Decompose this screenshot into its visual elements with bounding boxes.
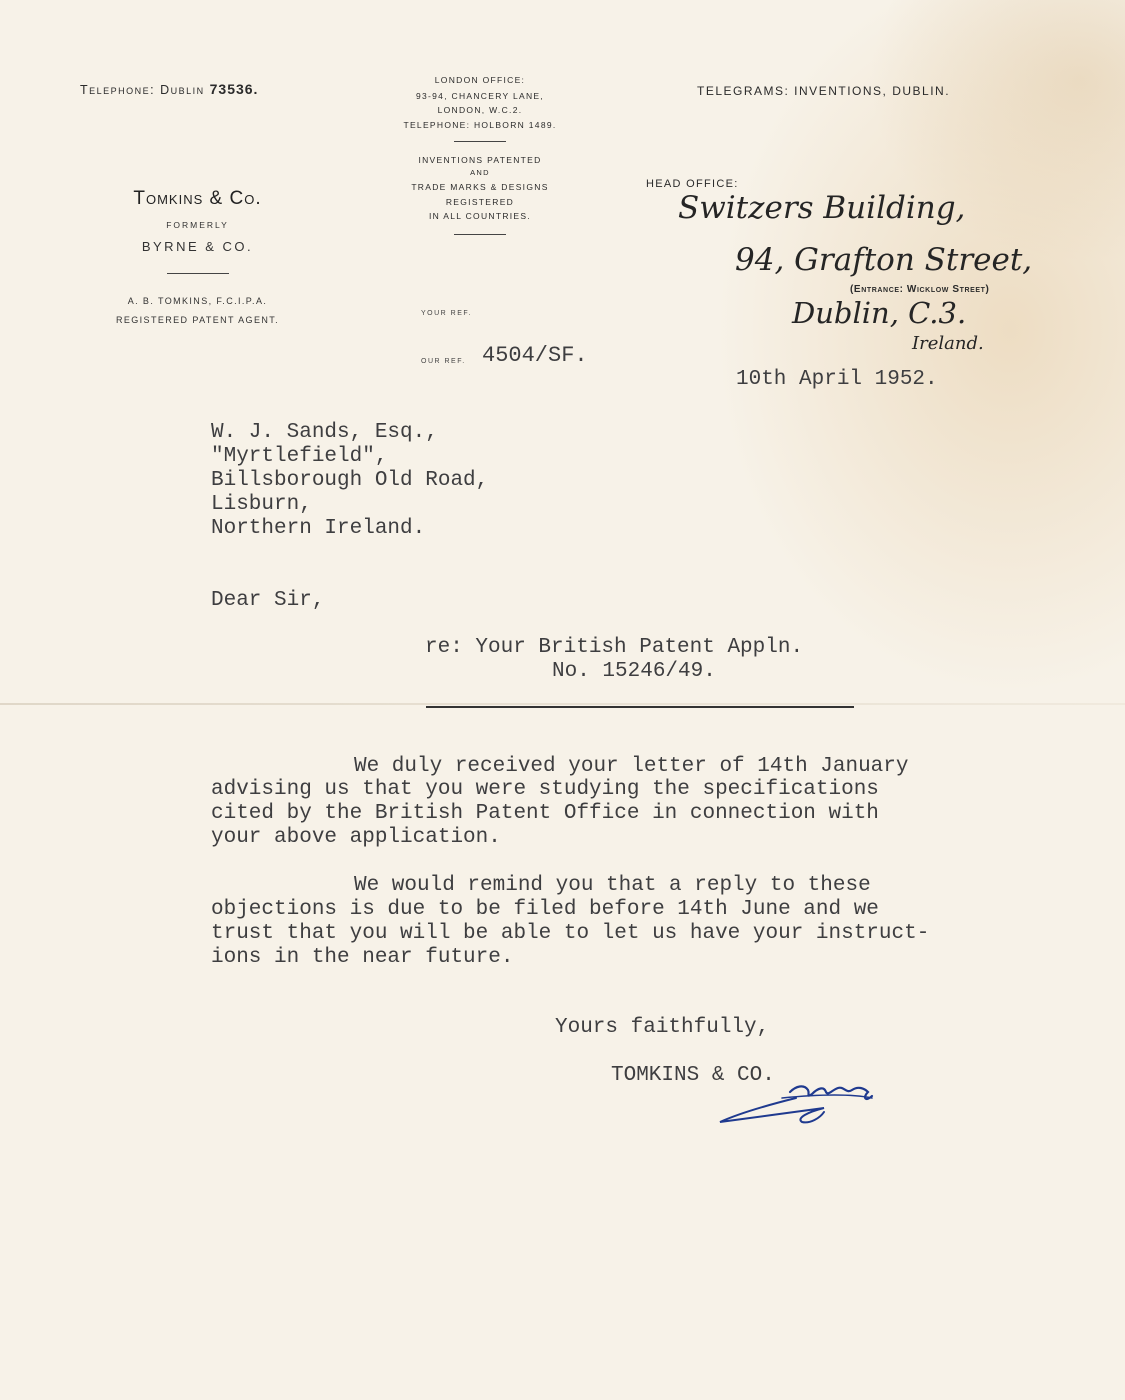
body-line: cited by the British Patent Office in connection with xyxy=(211,802,879,825)
head-office-city: Dublin, C.3. xyxy=(792,296,967,330)
london-office-line: TELEPHONE: HOLBORN 1489. xyxy=(403,119,557,130)
our-ref-label: OUR REF. xyxy=(421,358,466,365)
subject-line: re: Your British Patent Appln. xyxy=(425,636,804,659)
subject-line: No. 15246/49. xyxy=(552,660,716,683)
body-line: trust that you will be able to let us have your instruct- xyxy=(211,922,930,945)
head-office-country: Ireland. xyxy=(912,333,984,354)
body-line: objections is due to be filed before 14th June and we xyxy=(211,898,879,921)
body-line: ions in the near future. xyxy=(211,946,514,969)
recipient-line: "Myrtlefield", xyxy=(211,445,388,468)
telephone-label: Telephone: Dublin xyxy=(80,83,205,97)
subject-underline xyxy=(426,706,854,708)
letter-date: 10th April 1952. xyxy=(736,368,938,391)
recipient-line: Billsborough Old Road, xyxy=(211,469,489,492)
entrance-note: (Entrance: Wicklow Street) xyxy=(850,284,990,295)
recipient-line: Northern Ireland. xyxy=(211,517,426,540)
body-line: We duly received your letter of 14th January xyxy=(354,755,909,778)
paper-fold-line xyxy=(0,703,1125,705)
inventions-line: INVENTIONS PATENTED xyxy=(418,155,542,165)
telephone-number: 73536. xyxy=(209,81,259,97)
head-office-building: Switzers Building, xyxy=(678,190,966,226)
former-firm-name: BYRNE & CO. xyxy=(141,239,254,254)
divider xyxy=(454,234,506,235)
divider xyxy=(454,141,506,142)
letterhead-telegrams: TELEGRAMS: INVENTIONS, DUBLIN. xyxy=(697,84,951,98)
body-line: advising us that you were studying the specifications xyxy=(211,778,879,801)
your-ref-label: YOUR REF. xyxy=(421,310,472,317)
closing: Yours faithfully, xyxy=(555,1016,770,1039)
london-office-line: 93-94, CHANCERY LANE, xyxy=(415,90,545,101)
salutation: Dear Sir, xyxy=(211,589,325,612)
divider xyxy=(167,273,229,274)
inventions-line: AND xyxy=(470,167,490,177)
agent-title: REGISTERED PATENT AGENT. xyxy=(115,315,280,325)
inventions-line: IN ALL COUNTRIES. xyxy=(428,211,532,221)
firm-name: Tomkins & Co. xyxy=(133,188,262,209)
signatory: TOMKINS & CO. xyxy=(611,1064,775,1087)
london-office-line: LONDON OFFICE: xyxy=(434,75,526,85)
inventions-line: REGISTERED xyxy=(445,196,515,207)
body-line: your above application. xyxy=(211,826,501,849)
firm-block xyxy=(80,188,315,330)
body-line: We would remind you that a reply to these xyxy=(354,874,871,897)
london-office-line: LONDON, W.C.2. xyxy=(437,105,523,115)
head-office-label: HEAD OFFICE: xyxy=(646,178,739,190)
signature-icon xyxy=(712,1068,912,1138)
our-ref-value: 4504/SF. xyxy=(482,343,588,368)
head-office-street: 94, Grafton Street, xyxy=(735,242,1033,278)
formerly-label: FORMERLY xyxy=(166,220,229,230)
inventions-line: TRADE MARKS & DESIGNS xyxy=(411,182,549,192)
recipient-line: W. J. Sands, Esq., xyxy=(211,421,438,444)
london-office-block xyxy=(380,74,580,243)
recipient-line: Lisburn, xyxy=(211,493,312,516)
agent-name: A. B. TOMKINS, F.C.I.P.A. xyxy=(127,296,268,306)
letterhead-telephone xyxy=(80,81,258,97)
